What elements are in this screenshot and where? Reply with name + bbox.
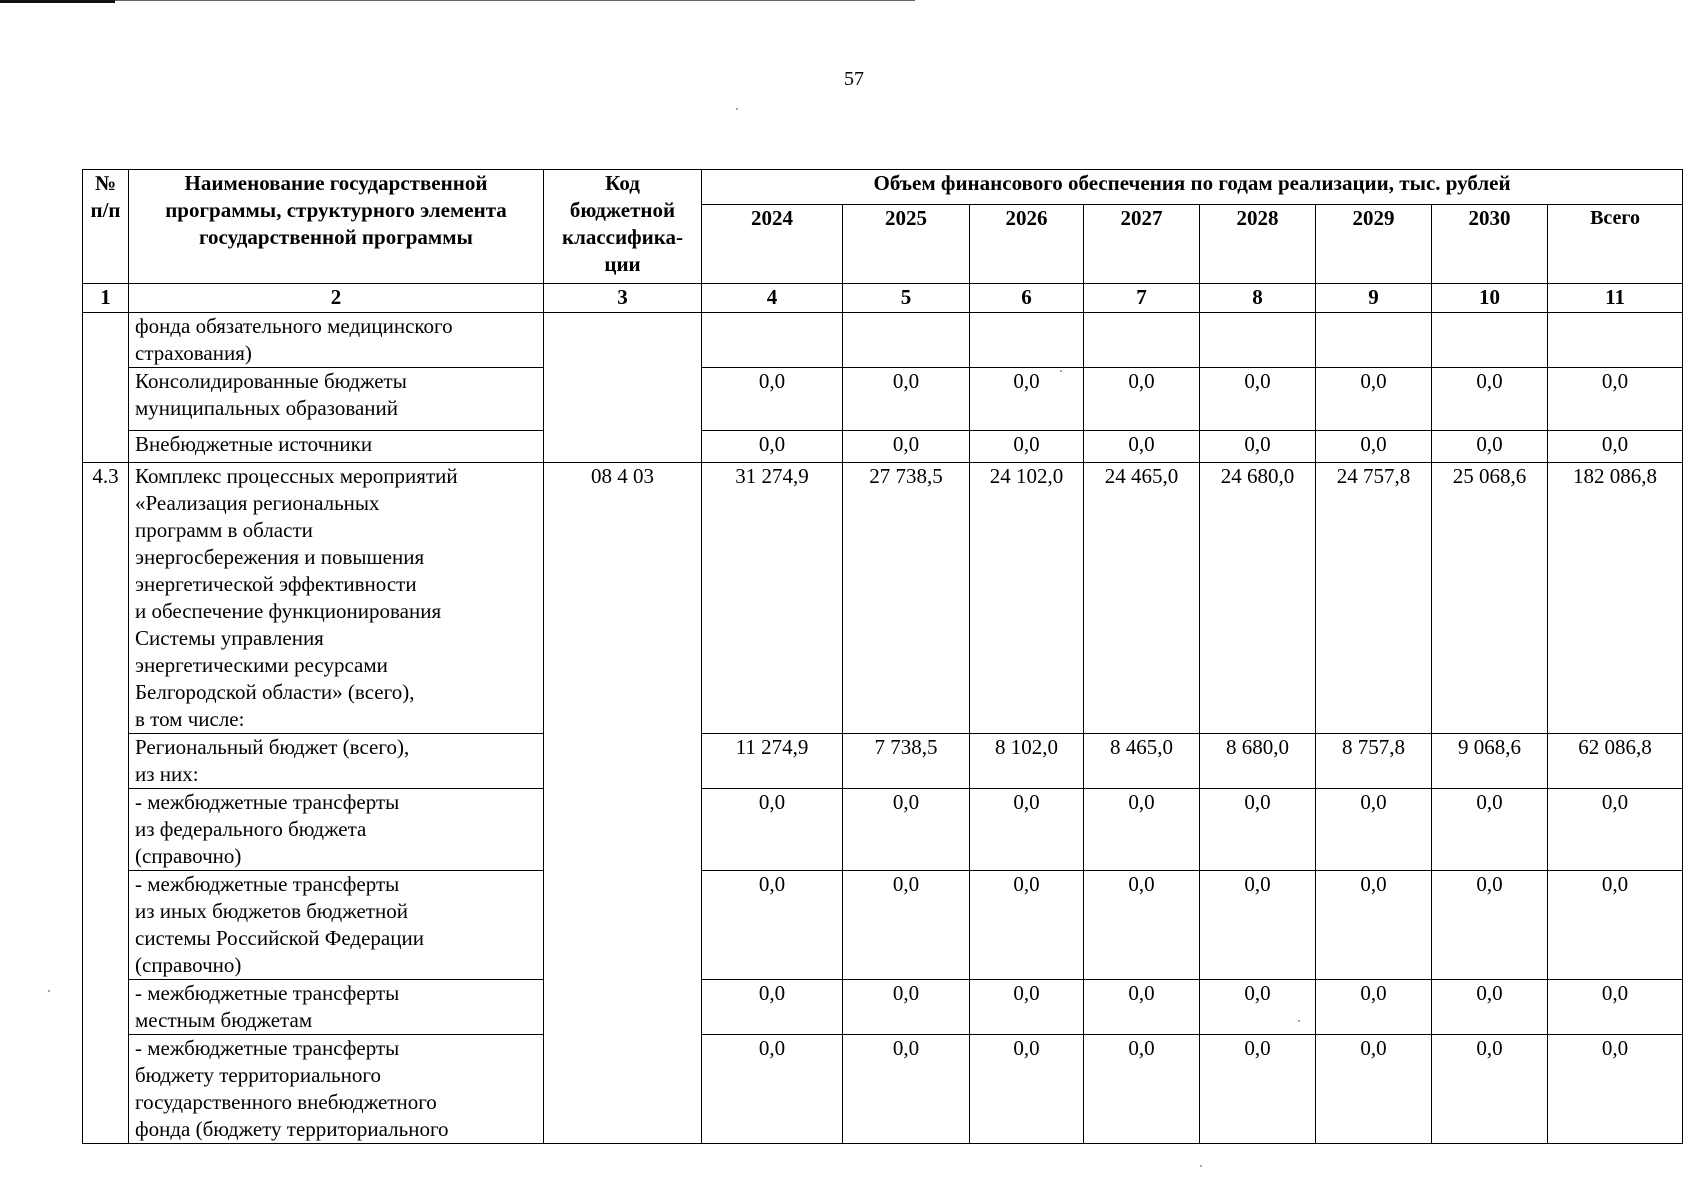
row-year-value: 0,0 [843, 368, 970, 431]
row-name: - межбюджетные трансферты из иных бюджетов бюджетной системы Российской Федерации (справочно) [129, 871, 544, 980]
scan-edge-thick [0, 0, 115, 3]
row-year-value [702, 313, 843, 368]
column-number: 9 [1316, 284, 1432, 313]
table-row [83, 431, 1683, 463]
header-total: Всего [1548, 205, 1683, 284]
budget-table [82, 169, 1683, 1144]
row-total-value: 62 086,8 [1548, 734, 1683, 789]
row-name: Региональный бюджет (всего), из них: [129, 734, 544, 789]
scan-speck [1060, 370, 1062, 372]
row-name: - межбюджетные трансферты местным бюджетам [129, 980, 544, 1035]
row-year-value: 24 680,0 [1200, 463, 1316, 734]
row-year-value: 0,0 [702, 980, 843, 1035]
row-year-value [843, 313, 970, 368]
row-total-value: 0,0 [1548, 980, 1683, 1035]
row-year-value: 0,0 [1432, 789, 1548, 871]
row-year-value: 0,0 [1432, 871, 1548, 980]
column-number: 2 [129, 284, 544, 313]
header-year: 2025 [843, 205, 970, 284]
header-code: Код бюджетной классифика-ции [544, 170, 702, 284]
row-year-value [1432, 313, 1548, 368]
row-year-value: 0,0 [970, 431, 1084, 463]
row-year-value: 0,0 [843, 871, 970, 980]
row-year-value: 0,0 [1316, 980, 1432, 1035]
column-number: 4 [702, 284, 843, 313]
row-year-value: 0,0 [1084, 789, 1200, 871]
row-name: фонда обязательного медицинского страхования) [129, 313, 544, 368]
row-year-value: 9 068,6 [1432, 734, 1548, 789]
row-total-value: 0,0 [1548, 871, 1683, 980]
column-number-row [83, 284, 1683, 313]
row-index [83, 313, 129, 463]
row-year-value: 0,0 [843, 1035, 970, 1144]
row-year-value: 0,0 [1316, 871, 1432, 980]
column-number: 7 [1084, 284, 1200, 313]
row-year-value: 24 102,0 [970, 463, 1084, 734]
column-number: 3 [544, 284, 702, 313]
row-year-value: 0,0 [1316, 368, 1432, 431]
row-year-value: 24 757,8 [1316, 463, 1432, 734]
table-row [83, 1035, 1683, 1144]
row-year-value: 8 680,0 [1200, 734, 1316, 789]
row-total-value: 182 086,8 [1548, 463, 1683, 734]
scan-speck [1298, 1020, 1300, 1022]
table-row [83, 871, 1683, 980]
row-year-value: 0,0 [970, 1035, 1084, 1144]
row-year-value: 0,0 [1084, 431, 1200, 463]
header-year: 2029 [1316, 205, 1432, 284]
header-year: 2024 [702, 205, 843, 284]
row-year-value: 7 738,5 [843, 734, 970, 789]
row-year-value: 0,0 [1316, 789, 1432, 871]
row-year-value: 0,0 [1432, 1035, 1548, 1144]
column-number: 1 [83, 284, 129, 313]
row-year-value: 0,0 [702, 1035, 843, 1144]
table-row [83, 313, 1683, 368]
row-year-value: 0,0 [1200, 871, 1316, 980]
header-year: 2030 [1432, 205, 1548, 284]
row-code [544, 313, 702, 463]
row-year-value: 0,0 [1200, 368, 1316, 431]
row-year-value: 31 274,9 [702, 463, 843, 734]
row-year-value: 0,0 [1084, 368, 1200, 431]
row-year-value: 11 274,9 [702, 734, 843, 789]
row-year-value: 25 068,6 [1432, 463, 1548, 734]
row-year-value: 0,0 [702, 368, 843, 431]
row-year-value: 0,0 [1200, 431, 1316, 463]
row-code: 08 4 03 [544, 463, 702, 1144]
column-number: 6 [970, 284, 1084, 313]
row-total-value: 0,0 [1548, 431, 1683, 463]
row-year-value: 0,0 [1084, 980, 1200, 1035]
scan-edge-thin [115, 0, 915, 1]
header-num: № п/п [83, 170, 129, 284]
row-year-value [1200, 313, 1316, 368]
row-year-value: 8 465,0 [1084, 734, 1200, 789]
column-number: 5 [843, 284, 970, 313]
header-name: Наименование государственной программы, структурного элемента государственной программы [129, 170, 544, 284]
row-year-value: 0,0 [843, 789, 970, 871]
row-year-value: 0,0 [1200, 1035, 1316, 1144]
row-year-value [970, 313, 1084, 368]
column-number: 10 [1432, 284, 1548, 313]
table-row [83, 734, 1683, 789]
scan-edge-line [0, 0, 1708, 2]
column-number: 8 [1200, 284, 1316, 313]
scan-speck [736, 108, 738, 110]
header-volume: Объем финансового обеспечения по годам реализации, тыс. рублей [702, 170, 1683, 205]
row-year-value: 0,0 [843, 431, 970, 463]
row-name: - межбюджетные трансферты бюджету территориального государственного внебюджетного фонда (бюджету территориального [129, 1035, 544, 1144]
row-name: Консолидированные бюджеты муниципальных образований [129, 368, 544, 431]
column-number: 11 [1548, 284, 1683, 313]
scan-speck [1200, 1165, 1202, 1167]
row-year-value: 8 102,0 [970, 734, 1084, 789]
row-year-value: 0,0 [843, 980, 970, 1035]
row-year-value: 0,0 [970, 368, 1084, 431]
row-year-value: 0,0 [1432, 368, 1548, 431]
table-row [83, 789, 1683, 871]
row-year-value: 27 738,5 [843, 463, 970, 734]
row-total-value: 0,0 [1548, 789, 1683, 871]
row-total-value: 0,0 [1548, 1035, 1683, 1144]
row-year-value: 0,0 [970, 789, 1084, 871]
table-row [83, 463, 1683, 734]
row-year-value: 8 757,8 [1316, 734, 1432, 789]
row-total-value: 0,0 [1548, 368, 1683, 431]
row-year-value: 0,0 [702, 871, 843, 980]
header-year: 2026 [970, 205, 1084, 284]
row-year-value: 0,0 [702, 431, 843, 463]
row-index: 4.3 [83, 463, 129, 1144]
table-row [83, 980, 1683, 1035]
header-year: 2028 [1200, 205, 1316, 284]
row-year-value: 0,0 [1084, 1035, 1200, 1144]
scan-speck [48, 990, 50, 992]
row-year-value: 0,0 [970, 980, 1084, 1035]
row-name: Комплекс процессных мероприятий «Реализация региональных программ в области энергосбережения и повышения энергетической эффективности и обеспечение функционирования Системы управления энергетическими ресурсами Белгородской области» (всего), в том числе: [129, 463, 544, 734]
row-year-value: 0,0 [1316, 1035, 1432, 1144]
row-year-value [1316, 313, 1432, 368]
row-year-value: 0,0 [1200, 980, 1316, 1035]
row-year-value [1084, 313, 1200, 368]
row-name: - межбюджетные трансферты из федерального бюджета (справочно) [129, 789, 544, 871]
page-number: 57 [844, 68, 864, 90]
row-year-value: 0,0 [1432, 980, 1548, 1035]
row-year-value: 0,0 [1316, 431, 1432, 463]
row-year-value: 24 465,0 [1084, 463, 1200, 734]
row-total-value [1548, 313, 1683, 368]
row-year-value: 0,0 [702, 789, 843, 871]
table-row [83, 368, 1683, 431]
row-year-value: 0,0 [970, 871, 1084, 980]
row-year-value: 0,0 [1084, 871, 1200, 980]
row-name: Внебюджетные источники [129, 431, 544, 463]
row-year-value: 0,0 [1432, 431, 1548, 463]
header-year: 2027 [1084, 205, 1200, 284]
row-year-value: 0,0 [1200, 789, 1316, 871]
